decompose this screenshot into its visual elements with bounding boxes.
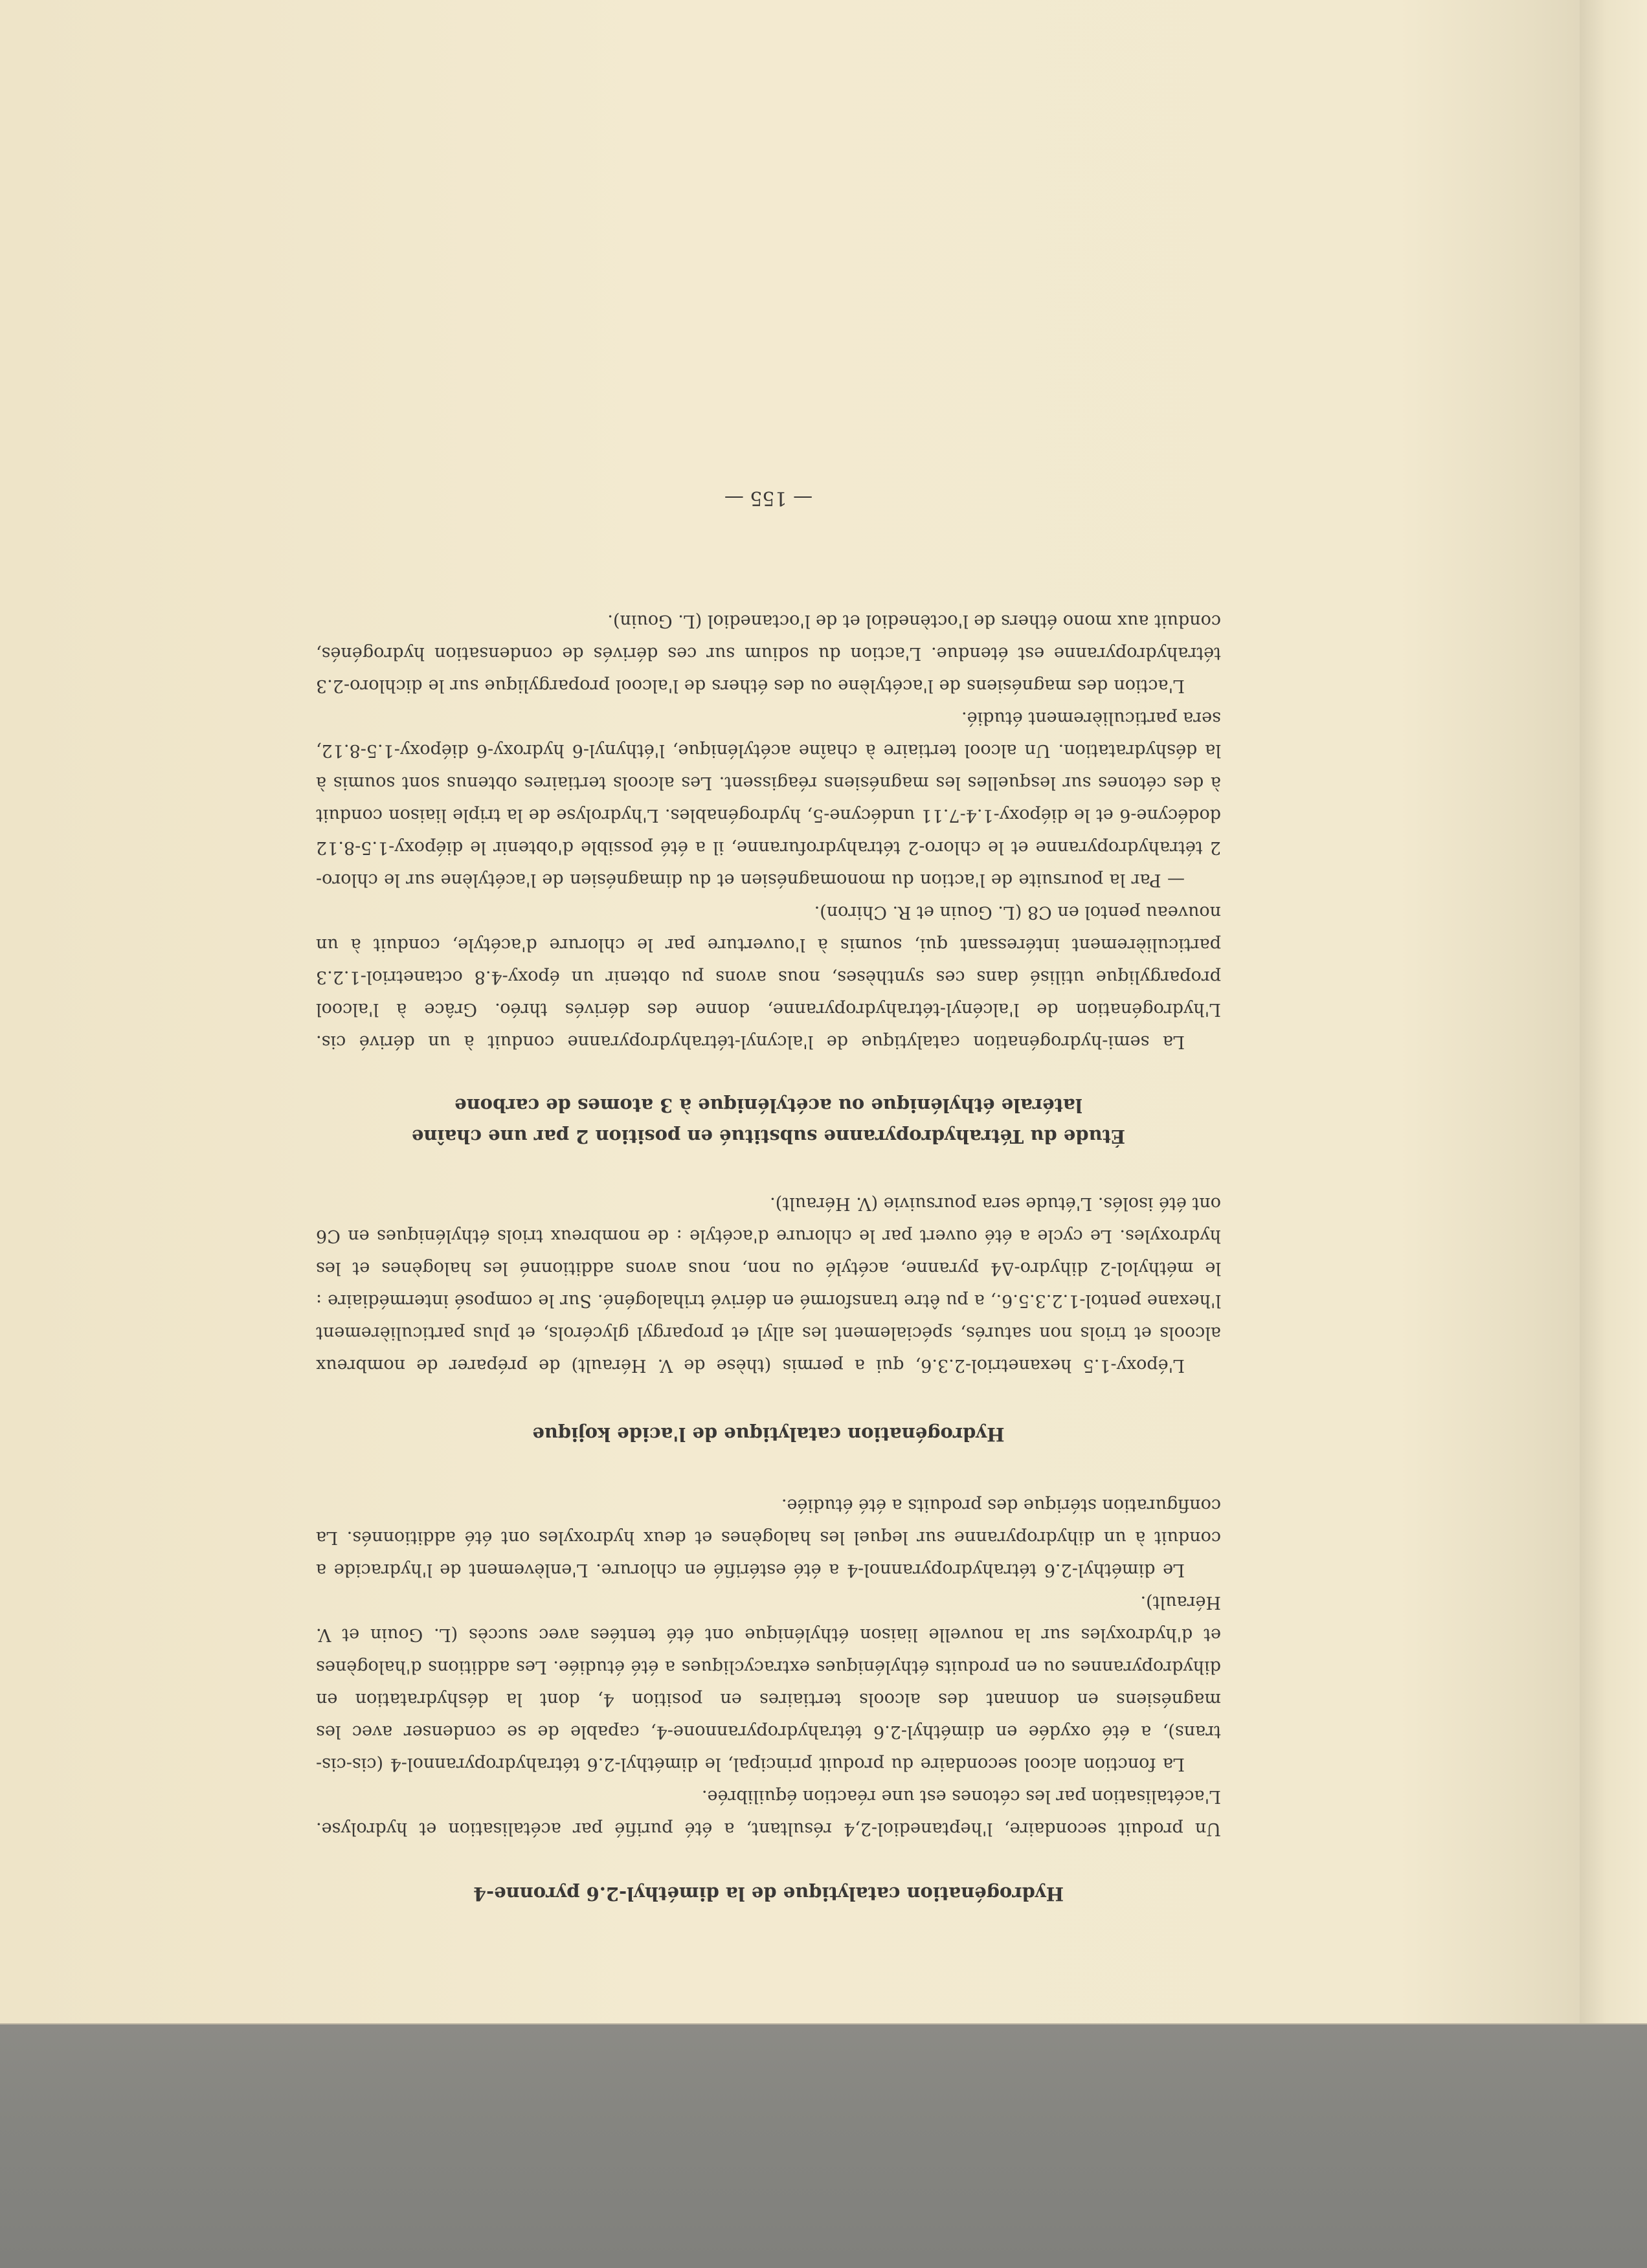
paragraph: La semi-hydrogénation catalytique de l'alcynyl-tétrahydropyranne conduit à un dérivé cis. L'hydrogénation de l'alcényl-tétrahydropyranne, donne des dérivés thréo. Grâce à l'alcool propargylique utilisé dans ces synthèses, nous avons pu obtenir un époxy-4.8 octanetriol-1.2.3 particulièrement intéressant qui, soumis à l'ouverture par le chlorure d'acétyle, conduit à un nouveau pentol en C8 (L. Gouin et R. Chiron). (316, 902, 1221, 1052)
paragraph: Le diméthyl-2.6 tétrahydropyrannol-4 a été estérifié en chlorure. L'enlèvement de l'hydracide a conduit à un dihydropyranne sur lequel les halogènes et deux hydroxyles ont été additionnés. La configuration stérique des produits a été étudiée. (316, 1495, 1221, 1580)
paragraph: Un produit secondaire, l'heptanediol-2,4 résultant, a été purifié par acétalisation et hydrolyse. L'acétalisation par les cétones est une réaction équilibrée. (316, 1786, 1221, 1839)
book-spine-shadow (1580, 0, 1647, 2025)
section-heading-tetrahydropyranne (316, 1090, 1221, 1152)
section-heading-kojique: Hydrogénation catalytique de l'acide kojique (532, 1423, 1005, 1445)
paragraph: La fonction alcool secondaire du produit principal, le diméthyl-2.6 tétrahydropyrannol-4 (cis-cis-trans), a été oxydée en diméthyl-2.6 tétrahydropyrannone-4, capable de se condenser avec les magnésiens en donnant des alcools tertiaires en position 4, dont la déshydratation en dihydropyrannes ou en produits éthyléniques extracycliques a été étudiée. Les additions d'halogènes et d'hydroxyles sur la nouvelle liaison éthylénique ont été tentées avec succès (L. Gouin et V. Hérault). (316, 1592, 1221, 1774)
paragraph: — Par la poursuite de l'action du monomagnésien et du dimagnésien de l'acétylène sur le chloro-2 tétrahydropyranne et le chloro-2 tétrahydrofuranne, il a été possible d'obtenir le diépoxy-1.5-8.12 dodécyne-6 et le diépoxy-1.4-7.11 undécyne-5, hydrogénables. L'hydrolyse de la triple liaison conduit à des cétones sur lesquelles les magnésiens réagissent. Les alcools tertiaires obtenus sont soumis à la déshydratation. Un alcool tertiaire à chaîne acétylénique, l'éthynyl-6 hydroxy-6 diépoxy-1.5-8.12, sera particulièrement étudié. (316, 708, 1221, 890)
page-number: — 155 — (724, 487, 813, 509)
heading-line: latérale éthylénique ou acétylénique à 3 atomes de carbone (454, 1095, 1082, 1117)
paragraph: L'époxy-1.5 hexanetriol-2.3.6, qui a permis (thèse de V. Hérault) de préparer de nombreux alcools et triols non saturés, spécialement les allyl et propargyl glycérols, et plus particulièrement l'hexane pentol-1.2.3.5.6., a pu être transformé en dérivé trihalogéné. Sur le composé intermédiaire : le méthylol-2 dihydro-Δ4 pyranne, acétylé ou non, nous avons additionné les halogènes et les hydroxyles. Le cycle a été ouvert par le chlorure d'acétyle : de nombreux triols éthyléniques en C6 ont été isolés. L'étude sera poursuivie (V. Hérault). (316, 1194, 1221, 1375)
heading-line: Étude du Tétrahydropyranne substitué en position 2 par une chaîne (411, 1126, 1126, 1148)
page-content (316, 214, 1221, 1909)
paragraph: L'action des magnésiens de l'acétylène ou des éthers de l'alcool propargylique sur le dichloro-2.3 tétrahydropyranne est étendue. L'action du sodium sur ces dérivés de condensation hydrogénés, conduit aux mono éthers de l'octènediol et de l'octanediol (L. Gouin). (316, 611, 1221, 696)
scanner-bed (0, 2025, 1647, 2268)
section-heading-pyronne: Hydrogénation catalytique de la diméthyl-2.6 pyronne-4 (473, 1883, 1064, 1905)
